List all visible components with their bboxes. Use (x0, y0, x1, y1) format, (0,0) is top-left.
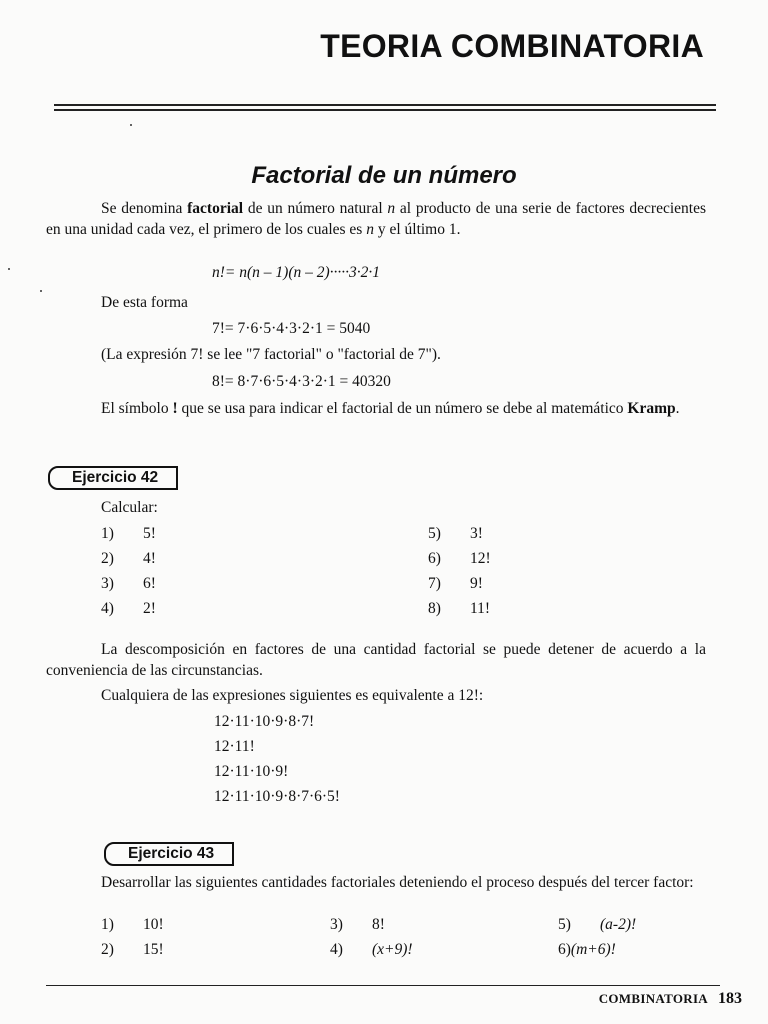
exercise-43-instruction: Desarrollar las siguientes cantidades factoriales deteniendo el proceso después del tercer factor: (101, 874, 694, 891)
expression-item: 12·11! (214, 738, 255, 755)
header-rule-top (54, 104, 716, 106)
section-title: Factorial de un número (251, 162, 517, 189)
exercise-item: 1) 5! (101, 525, 156, 542)
kramp-paragraph: El símbolo ! que se usa para indicar el factorial de un número se debe al matemático Kramp. (101, 400, 680, 417)
exercise-item: 6) 12! (428, 550, 491, 567)
exercise-item: 2) 4! (101, 550, 156, 567)
exercise-item: 7) 9! (428, 575, 483, 592)
footer-rule (46, 985, 720, 986)
intro-line-expression: (La expresión 7! se lee "7 factorial" o "factorial de 7"). (101, 346, 441, 363)
header-rule-bottom (54, 109, 716, 111)
intro-line-de-esta-forma: De esta forma (101, 294, 188, 311)
exercise-item: 5) 3! (428, 525, 483, 542)
equation-8-factorial: 8!= 8·7·6·5·4·3·2·1 = 40320 (212, 373, 391, 390)
page-footer (599, 990, 742, 1008)
equivalent-expressions-intro: Cualquiera de las expresiones siguientes es equivalente a 12!: (101, 687, 484, 704)
scan-speck (130, 124, 132, 126)
exercise-item: 3) 6! (101, 575, 156, 592)
page-header-title: TEORIA COMBINATORIA (320, 28, 704, 64)
exercise-42-badge: Ejercicio 42 (48, 466, 178, 490)
scan-speck (40, 290, 42, 292)
exercise-42-instruction: Calcular: (101, 499, 158, 516)
exercise-42-right-column (428, 525, 491, 625)
exercise-item: 8) 11! (428, 600, 491, 617)
expression-item: 12·11·10·9·8·7! (214, 713, 315, 730)
exercise-item: 2) 15! (101, 941, 164, 958)
page-number: 183 (718, 990, 742, 1007)
footer-label: COMBINATORIA (598, 991, 708, 1006)
exercise-item: 3) 8! (330, 916, 385, 933)
exercise-item: 5) (a-2)! (558, 916, 637, 933)
scan-speck (8, 268, 10, 270)
decomposition-paragraph: La descomposición en factores de una cantidad factorial se puede detener de acuerdo a la conveniencia de las circunstancias. (46, 641, 706, 679)
exercise-42-left-column (101, 525, 156, 625)
exercise-item: 6)(m+6)! (558, 941, 616, 958)
exercise-item: 4) 2! (101, 600, 156, 617)
expression-item: 12·11·10·9·8·7·6·5! (214, 788, 340, 805)
intro-paragraph: Se denomina factorial de un número natural n al producto de una serie de factores decrecientes en una unidad cada vez, el primero de los cuales es n y el último 1. (46, 200, 706, 238)
equation-7-factorial: 7!= 7·6·5·4·3·2·1 = 5040 (212, 320, 371, 337)
equivalent-expressions-list (214, 713, 340, 813)
factorial-formula: n!= n(n – 1)(n – 2)·····3·2·1 (212, 264, 381, 281)
expression-item: 12·11·10·9! (214, 763, 289, 780)
exercise-item: 4) (x+9)! (330, 941, 413, 958)
exercise-43-badge: Ejercicio 43 (104, 842, 234, 866)
exercise-item: 1) 10! (101, 916, 164, 933)
